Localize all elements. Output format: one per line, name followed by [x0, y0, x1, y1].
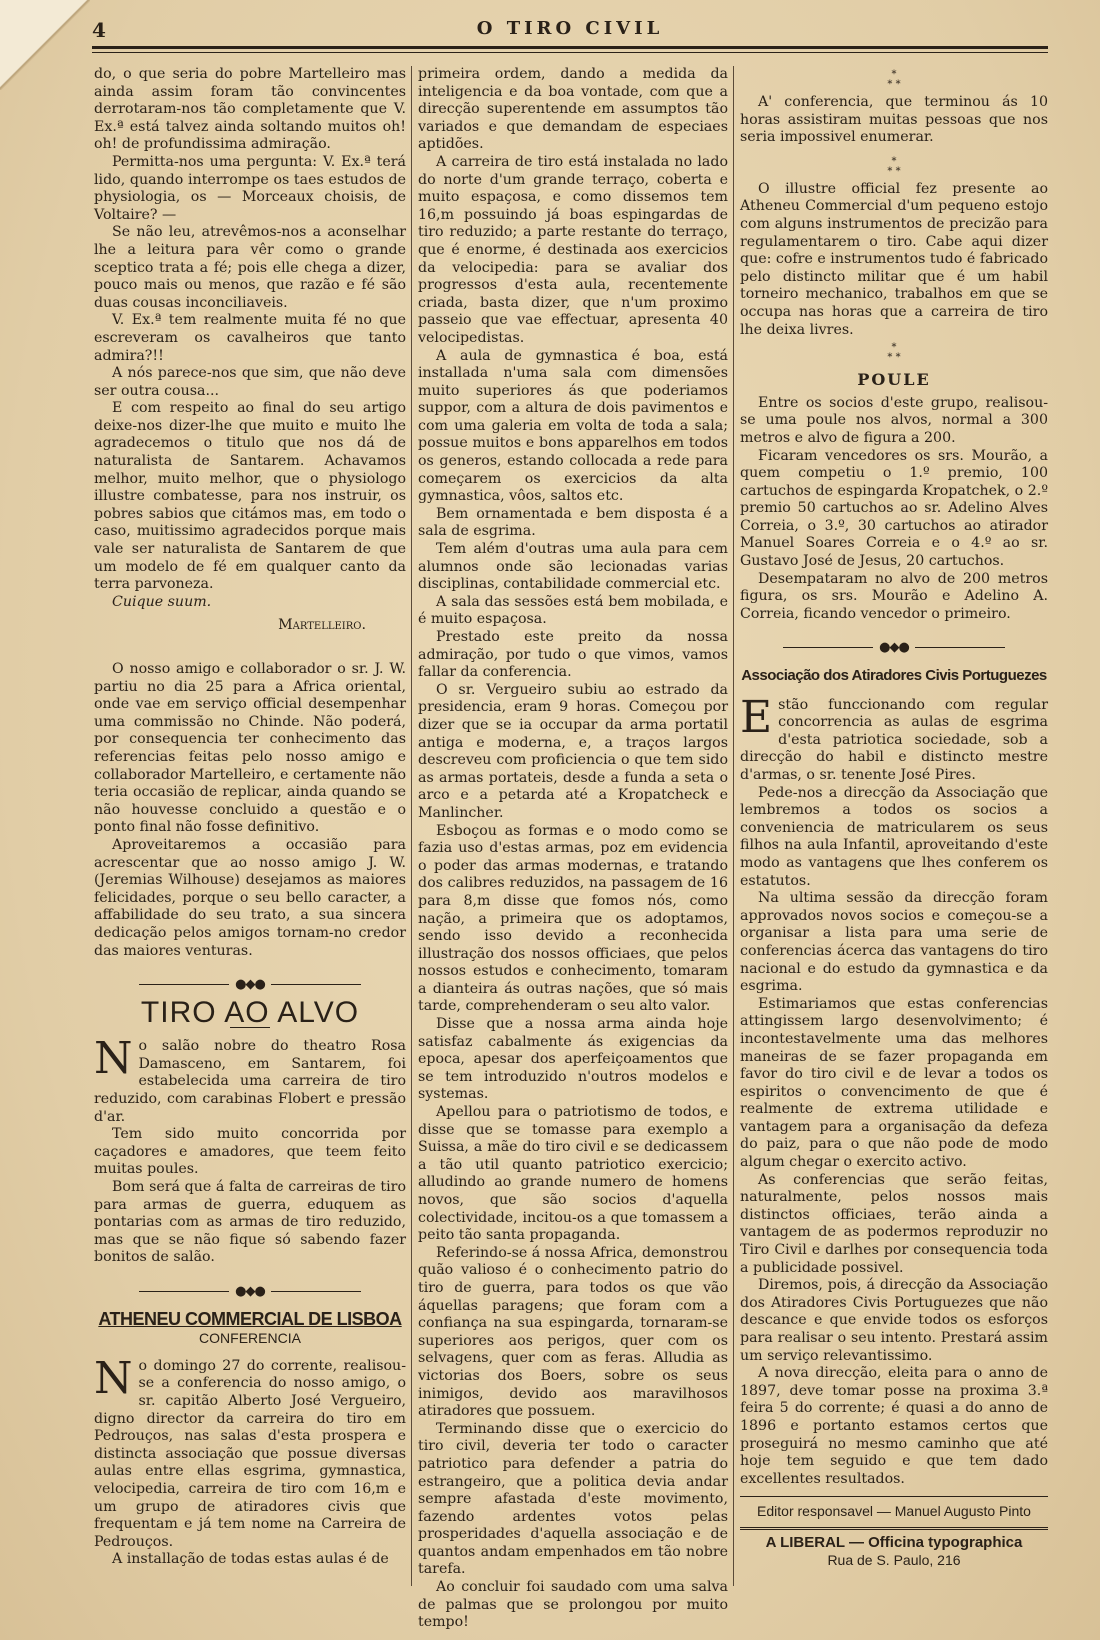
- section-title-atheneu: ATHENEU COMMERCIAL DE LISBOA: [98, 1308, 402, 1329]
- masthead-title: O TIRO CIVIL: [476, 18, 664, 39]
- paragraph: A sala das sessões está bem mobilada, e é muito espaçosa.: [418, 593, 728, 628]
- section-ornament: ●◆●: [740, 639, 1048, 657]
- header-rule: [92, 46, 1048, 49]
- paragraph: A nova direcção, eleita para o anno de 1897, deve tomar posse na proxima 3.ª feira 5 do corrente; é quasi a do anno de 1896 e portanto estamos certos que proseguirá no mesmo caminho que até hoje tem seguido e que tem dado excellentes resultados.: [740, 1365, 1048, 1487]
- page-number: 4: [92, 18, 106, 42]
- paragraph: Se não leu, atrevêmos-nos a aconselhar lhe a leitura para vêr como o grande sceptico trata a fé; pois elle chega a dizer, pouco mais ou menos, que razão e fé são duas cousas inconciliaveis.: [94, 224, 406, 311]
- column-divider: [411, 66, 412, 1586]
- printer-address: Rua de S. Paulo, 216: [827, 1551, 961, 1568]
- paragraph: Aproveitaremos a occasião para acrescentar que ao nosso amigo J. W. (Jeremias Wilhouse) desejamos as maiores felicidades, porque o seu bello caracter, a affabilidade do seu trato, a sua sincera dedicação pelos amigos tornam-no credor das maiores venturas.: [94, 836, 406, 959]
- editor-line: Editor responsavel — Manuel Augusto Pinto: [740, 1496, 1048, 1521]
- paragraph: Desempataram no alvo de 200 metros figura, os srs. Mourão e Adelino A. Correia, ficando vencedor o primeiro.: [740, 570, 1048, 622]
- paragraph: A carreira de tiro está instalada no lado do norte d'um grande terraço, coberta e muito espaçosa, e como dissemos tem 16,m possuindo já boas espingardas de tiro reduzido; a parte restante do terraço, que é enorme, é destinada aos exercicios da velocipedia: para se avaliar dos progressos d'esta aula, recentemente criada, basta dizer, que n'um proximo passeio que vae effectuar, apresenta 40 velocipedistas.: [418, 153, 728, 346]
- paragraph: A installação de todas estas aulas é de: [112, 1551, 389, 1568]
- drop-cap: N: [94, 1352, 133, 1404]
- paragraph: Esboçou as formas e o modo como se fazia uso d'estas armas, poz em evidencia o poder das armas modernas, e tratando dos calibres reduzidos, na passagem de 16 para 8,m disse que fomos nós, como nação, a primeira que os adoptamos, sendo isso devido a reconhecida illustração dos nossos officiaes, que pelos nossos estudos e conhecimento, tomaram a dianteira ás outras nações, que só mais tarde, comprehenderam o seu alto valor.: [418, 822, 728, 1015]
- paragraph: Na ultima sessão da direcção foram approvados novos socios e começou-se a organisar a lista para uma serie de conferencias ácerca das vantagens do tiro nacional e do estudo da gymnastica e da esgrima.: [740, 890, 1048, 995]
- printer-line: A LIBERAL — Officina typographica: [740, 1527, 1048, 1552]
- paragraph: Ao concluir foi saudado com uma salva de palmas que se prolongou por muito tempo!: [418, 1579, 728, 1631]
- paragraph: o domingo 27 do corrente, realisou-se a conferencia do nosso amigo, o sr. capitão Alberto José Vergueiro, digno director da carreira do tiro em Pedrouços, nas salas d'esta prospera e distincta associação que possue diversas aulas entre ellas esgrima, gymnastica, velocipedia, carreira de tiro com 16,m e um grupo de atiradores civis que frequentam e já tem nome na Carreira de Pedrouços.: [94, 1357, 406, 1550]
- column-3: [740, 66, 1048, 1569]
- paragraph: A aula de gymnastica é boa, está installada n'uma sala com dimensões muito superiores ás que poderiamos suppor, com a altura de dois pavimentos e com uma galeria em volta de toda a sala; possue muitos e bons apparelhos em todos os generos, estando collocada a rede para começarem os exercicios da alta gymnastica, vôos, saltos etc.: [418, 347, 728, 505]
- paragraph: Ficaram vencedores os srs. Mourão, a quem competiu o 1.º premio, 100 cartuchos de espingarda Kropatchek, o 2.º premio 50 cartuchos ao sr. Adelino Alves Correia, o 3.º, 30 cartuchos ao atirador Manuel Soares Correia e o 4.º ao sr. Gustavo José de Jesus, 20 cartuchos.: [740, 447, 1048, 570]
- section-title-associacao: Associação dos Atiradores Civis Portuguezes: [741, 667, 1047, 685]
- paragraph: Bom será que á falta de carreiras de tiro para armas de guerra, eduquem as pontarias com as armas de tiro reduzido, mas que se não fique só sabendo fazer bonitos de salão.: [94, 1179, 406, 1266]
- paragraph: Terminando disse que o exercicio do tiro civil, deveria ter todo o caracter patriotico para defender a patria do estrangeiro, que a politica devia andar sempre afastada d'este movimento, fazendo ardentes votos pelas prosperidades d'aquella associação e de quantos andam empenhados em tão nobre tarefa.: [418, 1420, 728, 1578]
- page-header: [92, 16, 1048, 46]
- section-title-tiro: TIRO AO ALVO: [140, 995, 360, 1029]
- asterism: * * *: [887, 69, 901, 90]
- paragraph: Cuique suum.: [112, 593, 212, 610]
- paragraph: Disse que a nossa arma ainda hoje satisfaz cabalmente ás exigencias da epoca, apesar dos aperfeiçoamentos que se tem introduzido n'outros modelos e systemas.: [418, 1016, 728, 1103]
- paragraph: A nós parece-nos que sim, que não deve ser outra cousa...: [94, 365, 406, 399]
- paragraph: Apellou para o patriotismo de todos, e disse que se tomasse para exemplo a Suissa, a mãe do tiro civil e se dedicassem a tão util quanto patriotico exercicio; alludindo ao grande numero de homens novos, que são socios d'aquella colectividade, incitou-os a que tomassem a peito tão santa propaganda.: [418, 1104, 728, 1244]
- paragraph: O sr. Vergueiro subiu ao estrado da presidencia, eram 9 horas. Começou por dizer que se ia occupar da arma portatil antiga e moderna, e, a traços largos descreveu com proficiencia o que tem sido as armas portateis, desde a funda a seta o arco e a petarda até a Kropatcheck e Manlincher.: [418, 681, 728, 821]
- drop-cap: E: [740, 691, 773, 743]
- paragraph: primeira ordem, dando a medida da inteligencia e da boa vontade, com que a direcção superentende em assumptos tão variados e que demandam de especiaes aptidões.: [418, 66, 728, 153]
- header-rule-thin: [92, 52, 1048, 53]
- paragraph: Diremos, pois, á direcção da Associação dos Atiradores Civis Portuguezes que não descance e que envide todos os esforços para realisar o seu intento. Prestará assim um serviço relevantissimo.: [740, 1277, 1048, 1364]
- paragraph: Pede-nos a direcção da Associação que lembremos a todos os socios a conveniencia de matricularem os seus filhos na aula Infantil, aproveitando d'este modo as vantagens que lhes conferem os estatutos.: [740, 784, 1048, 889]
- drop-cap: N: [94, 1033, 133, 1085]
- section-ornament: ●◆●: [94, 1283, 406, 1301]
- section-ornament: ●◆●: [94, 976, 406, 994]
- paragraph: A' conferencia, que terminou ás 10 horas assistiram muitas pessoas que nos seria impossivel enumerar.: [740, 94, 1048, 146]
- paragraph: Bem ornamentada e bem disposta é a sala de esgrima.: [418, 505, 728, 540]
- column-1: [94, 66, 406, 1569]
- folded-corner: [0, 0, 90, 90]
- column-divider: [733, 66, 734, 1586]
- paragraph: V. Ex.ª tem realmente muita fé no que escreveram os cavalheiros que tanto admira?!!: [94, 312, 406, 364]
- asterism: * * *: [887, 342, 901, 364]
- signature: Martelleiro.: [278, 617, 366, 634]
- paragraph: O illustre official fez presente ao Atheneu Commercial d'um pequeno estojo com alguns instrumentos de precizão para regulamentarem o tiro. Cabe aqui dizer que: cofre e instrumentos tudo é fabricado pelo distincto militar que é um habil torneiro mechanico, trabalhos em que se occupa nas horas que a carreira de tiro lhe deixa livres.: [740, 180, 1048, 338]
- section-title-poule: POULE: [857, 370, 931, 390]
- paragraph: Prestado este preito da nossa admiração, por tudo o que vimos, vamos fallar da conferencia.: [418, 629, 728, 681]
- paragraph: Tem sido muito concorrida por caçadores e amadores, que teem feito muitas poules.: [94, 1126, 406, 1178]
- paragraph: E com respeito ao final do seu artigo deixe-nos dizer-lhe que muito e muito lhe agradecemos o titulo que nos dá de naturalista de Santarem. Achavamos melhor, muito melhor, que o physiologo illustre combatesse, para nos instruir, os pobres sabios que citámos mas, em todo o caso, muitissimo agradecidos porque mais vale ser naturalista de Santarem de que um modelo de fé em qualquer canto da terra parvoneza.: [94, 400, 406, 593]
- asterism: * * *: [887, 155, 901, 177]
- paragraph: Permitta-nos uma pergunta: V. Ex.ª terá lido, quando interrompe os taes estudos de physiologia, os — Morceaux choisis, de Voltaire? —: [94, 153, 406, 223]
- paragraph: Estimariamos que estas conferencias attingissem largo desenvolvimento; é incontestavelmente uma das melhores maneiras de se fazer propaganda em favor do tiro civil e de levar a todos os espiritos o convencimento de que é realmente de extrema utilidade e vantagem para a organisação da defeza do paiz, para o que não pode de modo algum chegar o exercito activo.: [740, 995, 1048, 1171]
- paragraph: stão funccionando com regular concorrencia as aulas de esgrima d'esta patriotica sociedade, sob a direcção do habil e distincto mestre d'armas, o sr. tenente José Pires.: [740, 696, 1048, 783]
- paragraph: do, o que seria do pobre Martelleiro mas ainda assim foram tão convincentes derrotaram-nos tão completamente que V. Ex.ª está talvez ainda soltando muitos oh! oh! de profundissima admiração.: [94, 66, 406, 153]
- paragraph: Referindo-se á nossa Africa, demonstrou quão valioso é o conhecimento patrio do tiro de guerra, para todos os que vão áquellas paragens; que foram com a confiança na sua espingarda, tornaram-se superiores aos perigos, quer com os selvagens, quer com as feras. Alludia as victorias dos Boers, sobre os seus inimigos, devido aos maravilhosos atiradores que possuem.: [418, 1244, 729, 1420]
- paragraph: o salão nobre do theatro Rosa Damasceno, em Santarem, foi estabelecida uma carreira de tiro reduzido, com carabinas Flobert e pressão d'ar.: [94, 1038, 406, 1125]
- paragraph: Tem além d'outras uma aula para cem alumnos onde são lecionadas varias disciplinas, contabilidade commercial etc.: [418, 541, 728, 593]
- paragraph: Entre os socios d'este grupo, realisou-se uma poule nos alvos, normal a 300 metros e alvo de figura a 200.: [740, 394, 1048, 446]
- section-subtitle: CONFERENCIA: [199, 1330, 301, 1347]
- column-2: [418, 66, 728, 1632]
- paragraph: O nosso amigo e collaborador o sr. J. W. partiu no dia 25 para a Africa oriental, onde vae em serviço official desempenhar uma commissão no Chinde. Não poderá, por consequencia ter conhecimento das referencias feitas pelo nosso amigo e collaborador Martelleiro, e certamente não teria occasião de replicar, ainda quando se não houvesse concluido a questão e o ponto final não fosse definitivo.: [94, 661, 406, 836]
- paragraph: As conferencias que serão feitas, naturalmente, pelos nossos mais distinctos officiaes, terão ainda a vantagem de as podermos reproduzir no Tiro Civil e darlhes por consequencia toda a publicidade possivel.: [740, 1171, 1048, 1276]
